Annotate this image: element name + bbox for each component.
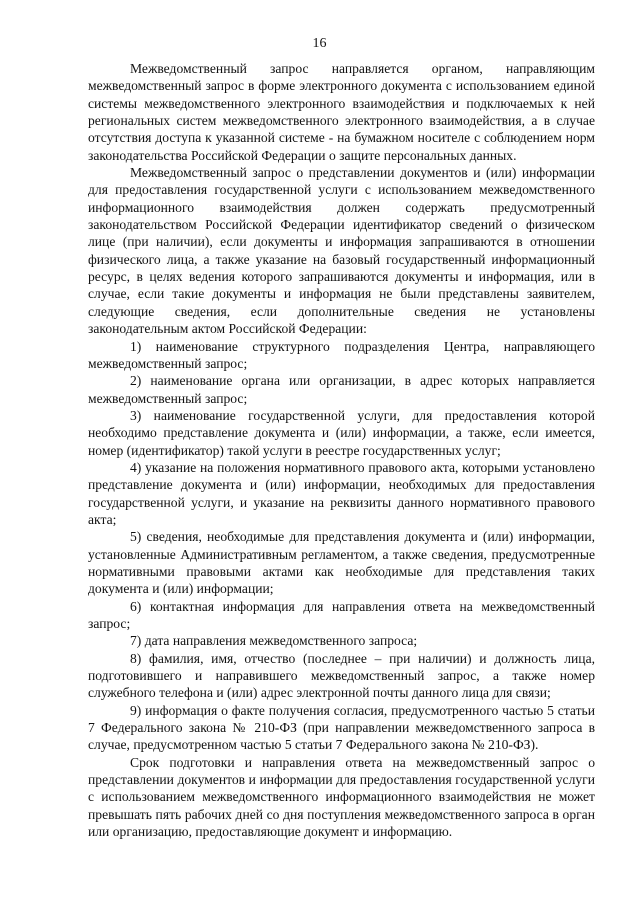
paragraph-request-sending: Межведомственный запрос направляется органом, направляющим межведомственный запрос в форме электронного документа с использованием единой системы межведомственного электронного взаимодействия и подключаемых к ней региональных систем межведомственного электронного взаимодействия, а в случае отсутствия доступа к указанной системе - на бумажном носителе с соблюдением норм законодательства Российской Федерации о защите персональных данных.: [88, 61, 595, 163]
document-body: [88, 60, 595, 840]
list-item-2: 2) наименование органа или организации, в адрес которых направляется межведомственный запрос;: [88, 373, 595, 406]
paragraph-response-deadline: Срок подготовки и направления ответа на межведомственный запрос о представлении документов и информации для предоставления государственной услуги с использованием межведомственного информационного взаимодействия не может превышать пять рабочих дней со дня поступления межведомственного запроса в орган или организацию, предоставляющие документ и информацию.: [88, 754, 595, 840]
list-item-6: 6) контактная информация для направления ответа на межведомственный запрос;: [88, 598, 595, 631]
list-item-4: 4) указание на положения нормативного правового акта, которыми установлено представление документа и (или) информации, необходимых для предоставления государственной услуги, и указание на реквизиты данного нормативного правового акта;: [88, 459, 595, 527]
page-number: 16: [312, 36, 327, 51]
list-item-1: 1) наименование структурного подразделения Центра, направляющего межведомственный запрос;: [88, 338, 595, 371]
list-item-3: 3) наименование государственной услуги, для предоставления которой необходимо представление документа и (или) информации, а также, если имеется, номер (идентификатор) такой услуги в реестре государственных услуг;: [88, 407, 595, 458]
list-item-9: 9) информация о факте получения согласия, предусмотренного частью 5 статьи 7 Федерального закона № 210-ФЗ (при направлении межведомственного запроса в случае, предусмотренном частью 5 статьи 7 Федерального закона № 210-ФЗ).: [88, 702, 595, 753]
list-item-5: 5) сведения, необходимые для представления документа и (или) информации, установленные Административным регламентом, а также сведения, предусмотренные нормативными правовыми актами как необходимые для представления таких документа и (или) информации;: [88, 529, 595, 597]
paragraph-request-content: Межведомственный запрос о представлении документов и (или) информации для предоставления государственной услуги с использованием межведомственного информационного взаимодействия должен содержать предусмотренный законодательством Российской Федерации идентификатор сведений о физическом лице (при наличии), если документы и информация запрашиваются в отношении физического лица, а также указание на базовый государственный информационный ресурс, в целях ведения которого запрашиваются документы и информация, или в случае, если такие документы и информация не были представлены заявителем, следующие сведения, если дополнительные сведения не установлены законодательным актом Российской Федерации:: [88, 165, 595, 337]
list-item-7: 7) дата направления межведомственного запроса;: [130, 633, 418, 649]
list-item-8: 8) фамилия, имя, отчество (последнее – при наличии) и должность лица, подготовившего и направившего межведомственный запрос, а также номер служебного телефона и (или) адрес электронной почты данного лица для связи;: [88, 650, 595, 701]
